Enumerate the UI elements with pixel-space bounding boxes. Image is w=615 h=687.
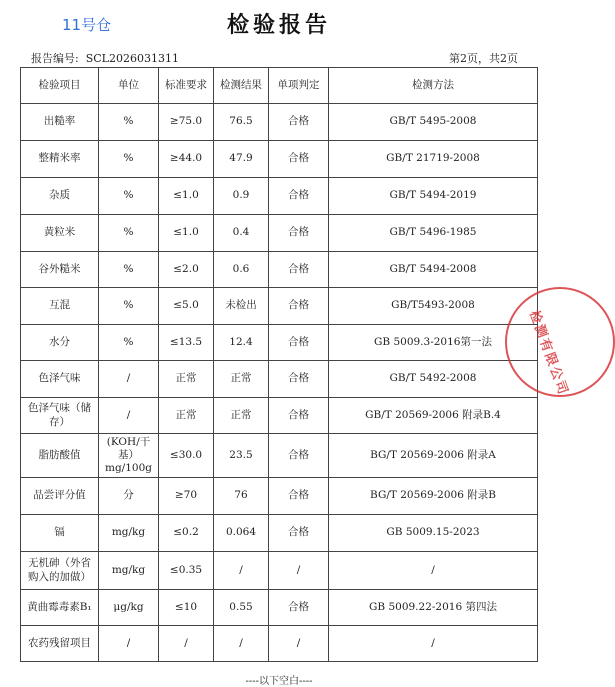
table-row	[21, 215, 538, 252]
cell-standard: ≤1.0	[159, 215, 214, 252]
table-row	[21, 361, 538, 398]
cell-judgement: 合格	[269, 141, 329, 178]
report-number-value: SCL2026031311	[85, 52, 179, 65]
cell-method: GB 5009.15-2023	[329, 515, 538, 552]
report-number-label: 报告编号:	[31, 52, 79, 65]
cell-item: 谷外糙米	[21, 252, 99, 288]
cell-item: 互混	[21, 288, 99, 325]
cell-standard: ≥75.0	[159, 104, 214, 141]
cell-unit: /	[99, 398, 159, 434]
cell-item: 无机砷（外省购入的加做）	[21, 552, 99, 590]
cell-judgement: 合格	[269, 361, 329, 398]
cell-standard: ≥44.0	[159, 141, 214, 178]
table-row	[21, 104, 538, 141]
cell-result: /	[214, 552, 269, 590]
cell-result: 正常	[214, 398, 269, 434]
header-standard: 标准要求	[159, 68, 214, 104]
cell-unit: (KOH/干基）mg/100g	[99, 434, 159, 478]
cell-result: 0.4	[214, 215, 269, 252]
cell-standard: ≤13.5	[159, 325, 214, 361]
cell-method: GB/T 21719-2008	[329, 141, 538, 178]
table-row	[21, 325, 538, 361]
cell-unit: %	[99, 215, 159, 252]
cell-standard: 正常	[159, 398, 214, 434]
cell-method: GB 5009.3-2016第一法	[329, 325, 538, 361]
cell-standard: /	[159, 626, 214, 662]
cell-item: 品尝评分值	[21, 478, 99, 515]
cell-method: BG/T 20569-2006 附录A	[329, 434, 538, 478]
cell-judgement: 合格	[269, 515, 329, 552]
header-result: 检测结果	[214, 68, 269, 104]
cell-judgement: 合格	[269, 325, 329, 361]
footer-blank-note: ----以下空白----	[245, 676, 313, 687]
cell-judgement: 合格	[269, 252, 329, 288]
cell-standard: ≤5.0	[159, 288, 214, 325]
cell-method: GB/T5493-2008	[329, 288, 538, 325]
cell-item: 黄粒米	[21, 215, 99, 252]
cell-standard: ≤2.0	[159, 252, 214, 288]
cell-item: 整精米率	[21, 141, 99, 178]
cell-result: 正常	[214, 361, 269, 398]
cell-standard: ≤1.0	[159, 178, 214, 215]
cell-result: 0.9	[214, 178, 269, 215]
cell-judgement: 合格	[269, 104, 329, 141]
page-info: 第2页，共2页	[449, 52, 518, 65]
cell-method: GB/T 5494-2008	[329, 252, 538, 288]
cell-standard: ≥70	[159, 478, 214, 515]
cell-item: 出糙率	[21, 104, 99, 141]
cell-method: BG/T 20569-2006 附录B	[329, 478, 538, 515]
cell-result: 0.064	[214, 515, 269, 552]
cell-result: 23.5	[214, 434, 269, 478]
cell-method: GB/T 5495-2008	[329, 104, 538, 141]
cell-result: /	[214, 626, 269, 662]
cell-unit: %	[99, 288, 159, 325]
table-row	[21, 590, 538, 626]
cell-judgement: 合格	[269, 590, 329, 626]
cell-judgement: 合格	[269, 398, 329, 434]
header-unit: 单位	[99, 68, 159, 104]
cell-unit: /	[99, 361, 159, 398]
header-item: 检验项目	[21, 68, 99, 104]
cell-result: 47.9	[214, 141, 269, 178]
warehouse-tag: 11号仓	[62, 16, 112, 34]
cell-item: 黄曲霉毒素B₁	[21, 590, 99, 626]
cell-result: 76.5	[214, 104, 269, 141]
cell-unit: 分	[99, 478, 159, 515]
cell-result: 0.6	[214, 252, 269, 288]
table-row	[21, 398, 538, 434]
cell-item: 农药残留项目	[21, 626, 99, 662]
cell-item: 色泽气味	[21, 361, 99, 398]
table-row	[21, 515, 538, 552]
red-seal-stamp	[505, 287, 615, 397]
cell-unit: /	[99, 626, 159, 662]
cell-method: /	[329, 552, 538, 590]
cell-method: GB/T 5494-2019	[329, 178, 538, 215]
cell-standard: ≤10	[159, 590, 214, 626]
inspection-table	[20, 67, 538, 662]
header-judgement: 单项判定	[269, 68, 329, 104]
report-number	[31, 50, 179, 66]
cell-judgement: 合格	[269, 434, 329, 478]
cell-standard: 正常	[159, 361, 214, 398]
cell-method: GB 5009.22-2016 第四法	[329, 590, 538, 626]
cell-item: 色泽气味（储存）	[21, 398, 99, 434]
cell-standard: ≤0.2	[159, 515, 214, 552]
cell-unit: %	[99, 325, 159, 361]
cell-unit: %	[99, 178, 159, 215]
cell-unit: %	[99, 104, 159, 141]
cell-result: 76	[214, 478, 269, 515]
cell-unit: %	[99, 141, 159, 178]
table-row	[21, 288, 538, 325]
cell-unit: mg/kg	[99, 552, 159, 590]
table-header-row	[21, 68, 538, 104]
table-row	[21, 434, 538, 478]
cell-method: GB/T 5496-1985	[329, 215, 538, 252]
cell-judgement: /	[269, 626, 329, 662]
cell-standard: ≤0.35	[159, 552, 214, 590]
cell-method: /	[329, 626, 538, 662]
table-row	[21, 252, 538, 288]
cell-judgement: 合格	[269, 178, 329, 215]
table-row	[21, 552, 538, 590]
cell-item: 水分	[21, 325, 99, 361]
cell-standard: ≤30.0	[159, 434, 214, 478]
cell-method: GB/T 20569-2006 附录B.4	[329, 398, 538, 434]
table-row	[21, 141, 538, 178]
cell-judgement: 合格	[269, 478, 329, 515]
cell-item: 杂质	[21, 178, 99, 215]
cell-result: 未检出	[214, 288, 269, 325]
cell-unit: μg/kg	[99, 590, 159, 626]
table-row	[21, 478, 538, 515]
cell-method: GB/T 5492-2008	[329, 361, 538, 398]
cell-result: 0.55	[214, 590, 269, 626]
cell-judgement: /	[269, 552, 329, 590]
cell-unit: mg/kg	[99, 515, 159, 552]
cell-item: 镉	[21, 515, 99, 552]
cell-unit: %	[99, 252, 159, 288]
report-title: 检验报告	[226, 12, 331, 38]
table-row	[21, 626, 538, 662]
cell-item: 脂肪酸值	[21, 434, 99, 478]
header-method: 检测方法	[329, 68, 538, 104]
table-row	[21, 178, 538, 215]
stamp-text: 检测有限公司	[525, 308, 571, 399]
cell-judgement: 合格	[269, 288, 329, 325]
cell-judgement: 合格	[269, 215, 329, 252]
cell-result: 12.4	[214, 325, 269, 361]
